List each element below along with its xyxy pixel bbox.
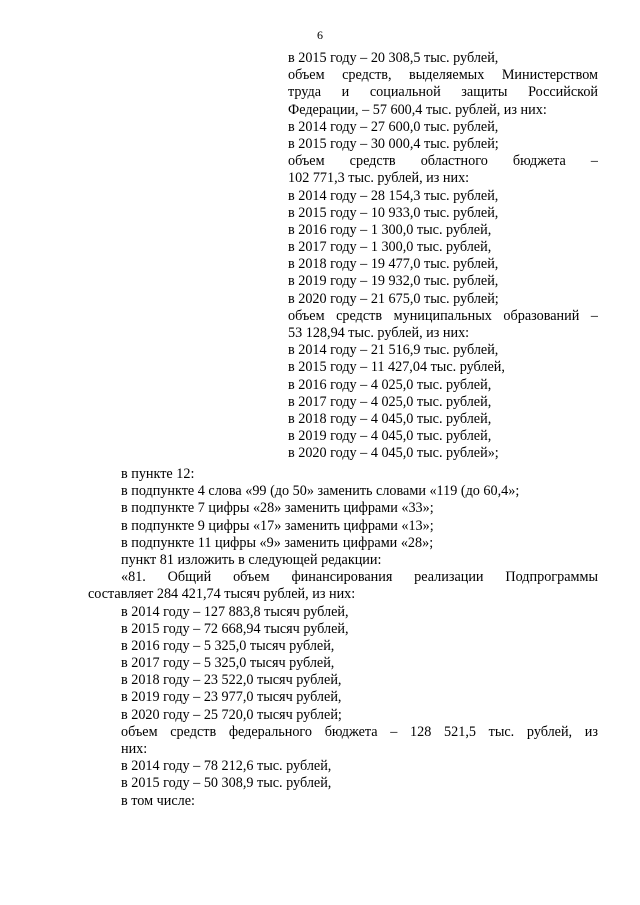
text-line: в 2018 году – 23 522,0 тысяч рублей, <box>121 672 342 689</box>
text-line: в 2015 году – 20 308,5 тыс. рублей, <box>288 50 499 66</box>
text-line: объем средств муниципальных образований – <box>288 307 598 324</box>
text-line: в 2018 году – 4 045,0 тыс. рублей, <box>288 410 492 427</box>
text-line: в 2020 году – 21 675,0 тыс. рублей; <box>288 290 499 307</box>
text-line: объем средств областного бюджета – <box>288 153 598 170</box>
main-text <box>88 466 598 810</box>
text-line: в 2017 году – 5 325,0 тысяч рублей, <box>121 655 335 672</box>
text-line: в 2015 году – 50 308,9 тыс. рублей, <box>121 775 332 792</box>
text-line: них: <box>121 741 148 757</box>
text-line: Федерации, – 57 600,4 тыс. рублей, из них: <box>288 101 547 118</box>
text-line: объем средств федерального бюджета – 128 521,5 тыс. рублей, из <box>121 723 598 740</box>
text-line: в 2020 году – 4 045,0 тыс. рублей»; <box>288 445 499 462</box>
text-line: пункт 81 изложить в следующей редакции: <box>121 551 382 568</box>
text-line: в пункте 12: <box>121 466 195 482</box>
text-line: в 2019 году – 4 045,0 тыс. рублей, <box>288 428 492 445</box>
text-line: в 2016 году – 1 300,0 тыс. рублей, <box>288 221 492 238</box>
text-line: «81. Общий объем финансирования реализации Подпрограммы <box>121 569 598 586</box>
text-line: в подпункте 9 цифры «17» заменить цифрами «13»; <box>121 517 434 534</box>
text-line: 102 771,3 тыс. рублей, из них: <box>288 170 470 187</box>
text-line: в подпункте 11 цифры «9» заменить цифрами «28»; <box>121 534 434 551</box>
text-line: в подпункте 7 цифры «28» заменить цифрами «33»; <box>121 500 434 517</box>
right-column-text <box>288 50 598 463</box>
text-line: в том числе: <box>121 792 195 809</box>
text-line: 53 128,94 тыс. рублей, из них: <box>288 325 470 341</box>
text-line: в 2018 году – 19 477,0 тыс. рублей, <box>288 256 499 273</box>
text-line: в 2020 году – 25 720,0 тысяч рублей; <box>121 706 342 723</box>
text-line: в 2017 году – 1 300,0 тыс. рублей, <box>288 239 492 256</box>
text-line: в 2014 году – 27 600,0 тыс. рублей, <box>288 118 499 135</box>
text-line: в 2014 году – 127 883,8 тысяч рублей, <box>121 603 349 620</box>
text-line: в подпункте 4 слова «99 (до 50» заменить словами «119 (до 60,4»; <box>121 483 520 500</box>
text-line: в 2015 году – 72 668,94 тысяч рублей, <box>121 620 349 637</box>
text-line: в 2014 году – 78 212,6 тыс. рублей, <box>121 758 332 775</box>
text-line: в 2014 году – 28 154,3 тыс. рублей, <box>288 187 499 204</box>
text-line: объем средств, выделяемых Министерством <box>288 67 598 84</box>
text-line: составляет 284 421,74 тысяч рублей, из них: <box>88 586 356 603</box>
text-line: в 2015 году – 11 427,04 тыс. рублей, <box>288 359 505 376</box>
text-line: в 2015 году – 10 933,0 тыс. рублей, <box>288 204 499 221</box>
text-line: в 2019 году – 19 932,0 тыс. рублей, <box>288 273 499 290</box>
text-line: труда и социальной защиты Российской <box>288 84 598 101</box>
text-line: в 2019 году – 23 977,0 тысяч рублей, <box>121 689 342 706</box>
text-line: в 2016 году – 4 025,0 тыс. рублей, <box>288 376 492 393</box>
text-line: в 2017 году – 4 025,0 тыс. рублей, <box>288 393 492 410</box>
text-line: в 2015 году – 30 000,4 тыс. рублей; <box>288 135 499 152</box>
text-line: в 2014 году – 21 516,9 тыс. рублей, <box>288 342 499 359</box>
text-line: в 2016 году – 5 325,0 тысяч рублей, <box>121 637 335 654</box>
page-number: 6 <box>317 28 323 42</box>
